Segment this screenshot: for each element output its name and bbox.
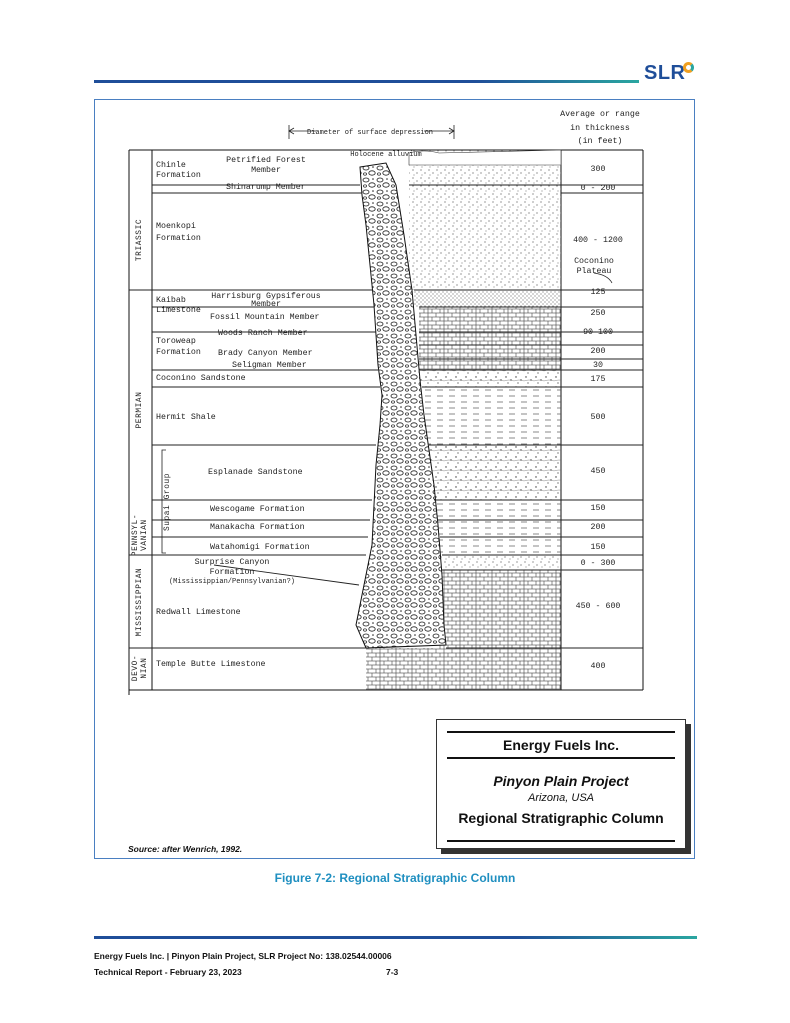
formation-chinle-1: Chinle (156, 161, 186, 170)
thickness-coconino: 175 (590, 375, 606, 384)
formation-wescogame: Wescogame Formation (210, 505, 305, 514)
formation-chinle-2: Formation (156, 171, 201, 180)
thickness-header-2: in thickness (570, 124, 630, 133)
title-box-top-rule (447, 731, 675, 733)
figure-caption: Figure 7-2: Regional Stratigraphic Column (274, 871, 516, 885)
title-box-company: Energy Fuels Inc. (503, 737, 619, 753)
system-label-pennsylvanian-1: PENNSYL- (132, 513, 140, 557)
thickness-surprise-canyon: 0 - 300 (580, 559, 616, 568)
member-shinarump: Shinarump Member (226, 183, 306, 192)
thickness-shinarump: 0 - 200 (580, 184, 616, 193)
footer-page-number: 7-3 (386, 967, 399, 977)
formation-moenkopi-1: Moenkopi (156, 222, 196, 231)
title-box-title: Regional Stratigraphic Column (458, 810, 664, 826)
member-brady-canyon: Brady Canyon Member (218, 349, 313, 358)
slr-logo: SLR (644, 62, 686, 84)
formation-toroweap-1: Toroweap (156, 337, 196, 346)
thickness-hermit: 500 (590, 413, 606, 422)
thickness-harrisburg: 125 (590, 288, 606, 297)
thickness-watahomigi: 150 (590, 543, 606, 552)
formation-surprise-canyon-2: Formation (209, 568, 255, 577)
system-label-devonian-2: NIAN (141, 657, 149, 679)
system-label-triassic: TRIASSIC (136, 218, 144, 262)
formation-kaibab-2: Limestone (156, 306, 201, 315)
thickness-chinle: 300 (590, 165, 606, 174)
formation-hermit-shale: Hermit Shale (156, 413, 216, 422)
formation-surprise-canyon-1: Surprise Canyon (194, 558, 270, 567)
formation-temple-butte: Temple Butte Limestone (156, 660, 266, 669)
thickness-header-1: Average or range (560, 110, 640, 119)
header-rule (94, 80, 639, 83)
title-box-location: Arizona, USA (527, 792, 595, 804)
footer-rule (94, 936, 697, 939)
member-seligman: Seligman Member (232, 361, 307, 370)
system-label-permian: PERMIAN (136, 391, 144, 429)
thickness-header-3: (in feet) (577, 137, 623, 146)
formation-redwall-limestone: Redwall Limestone (156, 608, 241, 617)
member-petrified-forest-1: Petrified Forest (226, 156, 306, 165)
system-label-mississippian: MISSISSIPPIAN (136, 567, 144, 637)
title-box-mid-rule (447, 757, 675, 759)
title-box (436, 719, 686, 849)
thickness-temple-butte: 400 (590, 662, 606, 671)
formation-watahomigi: Watahomigi Formation (210, 543, 310, 552)
formation-toroweap-2: Formation (156, 348, 201, 357)
figure-source: Source: after Wenrich, 1992. (128, 844, 243, 854)
coconino-plateau-1: Coconino (574, 257, 614, 266)
title-box-bottom-rule (447, 840, 675, 842)
member-fossil-mountain: Fossil Mountain Member (210, 313, 320, 322)
formation-kaibab-1: Kaibab (156, 296, 186, 305)
member-harrisburg-2: Member (251, 300, 281, 309)
slr-logo-mark-icon (683, 62, 694, 73)
member-petrified-forest-2: Member (251, 166, 281, 175)
supai-group-label: Supai Group (164, 472, 172, 532)
formation-moenkopi-2: Formation (156, 234, 201, 243)
formation-surprise-canyon-3: (Mississippian/Pennsylvanian?) (168, 578, 296, 586)
formation-coconino-sandstone: Coconino Sandstone (156, 374, 246, 383)
thickness-wescogame: 150 (590, 504, 606, 513)
thickness-moenkopi: 400 - 1200 (573, 236, 623, 245)
stratigraphic-column-figure (124, 105, 652, 695)
formation-esplanade-sandstone: Esplanade Sandstone (208, 468, 303, 477)
footer-line-1: Energy Fuels Inc. | Pinyon Plain Project, SLR Project No: 138.02544.00006 (94, 951, 392, 961)
title-box-project: Pinyon Plain Project (493, 773, 629, 789)
formation-manakacha: Manakacha Formation (210, 523, 305, 532)
system-label-devonian-1: DEVO- (132, 654, 140, 682)
footer-line-2: Technical Report - February 23, 2023 (94, 967, 242, 977)
depression-label: Diameter of surface depression (306, 129, 434, 137)
member-woods-ranch: Woods Ranch Member (218, 329, 308, 338)
system-label-pennsylvanian-2: VANIAN (141, 519, 149, 551)
thickness-seligman: 30 (593, 361, 603, 370)
thickness-manakacha: 200 (590, 523, 606, 532)
alluvium-label: Holocene alluvium (350, 151, 422, 159)
thickness-woods-ranch: 90-100 (583, 328, 613, 337)
thickness-brady-canyon: 200 (590, 347, 606, 356)
member-harrisburg-1: Harrisburg Gypsiferous (211, 292, 321, 301)
thickness-fossil-mountain: 250 (590, 309, 606, 318)
coconino-plateau-2: Plateau (576, 267, 612, 276)
thickness-redwall: 450 - 600 (575, 602, 621, 611)
thickness-esplanade: 450 (590, 467, 606, 476)
